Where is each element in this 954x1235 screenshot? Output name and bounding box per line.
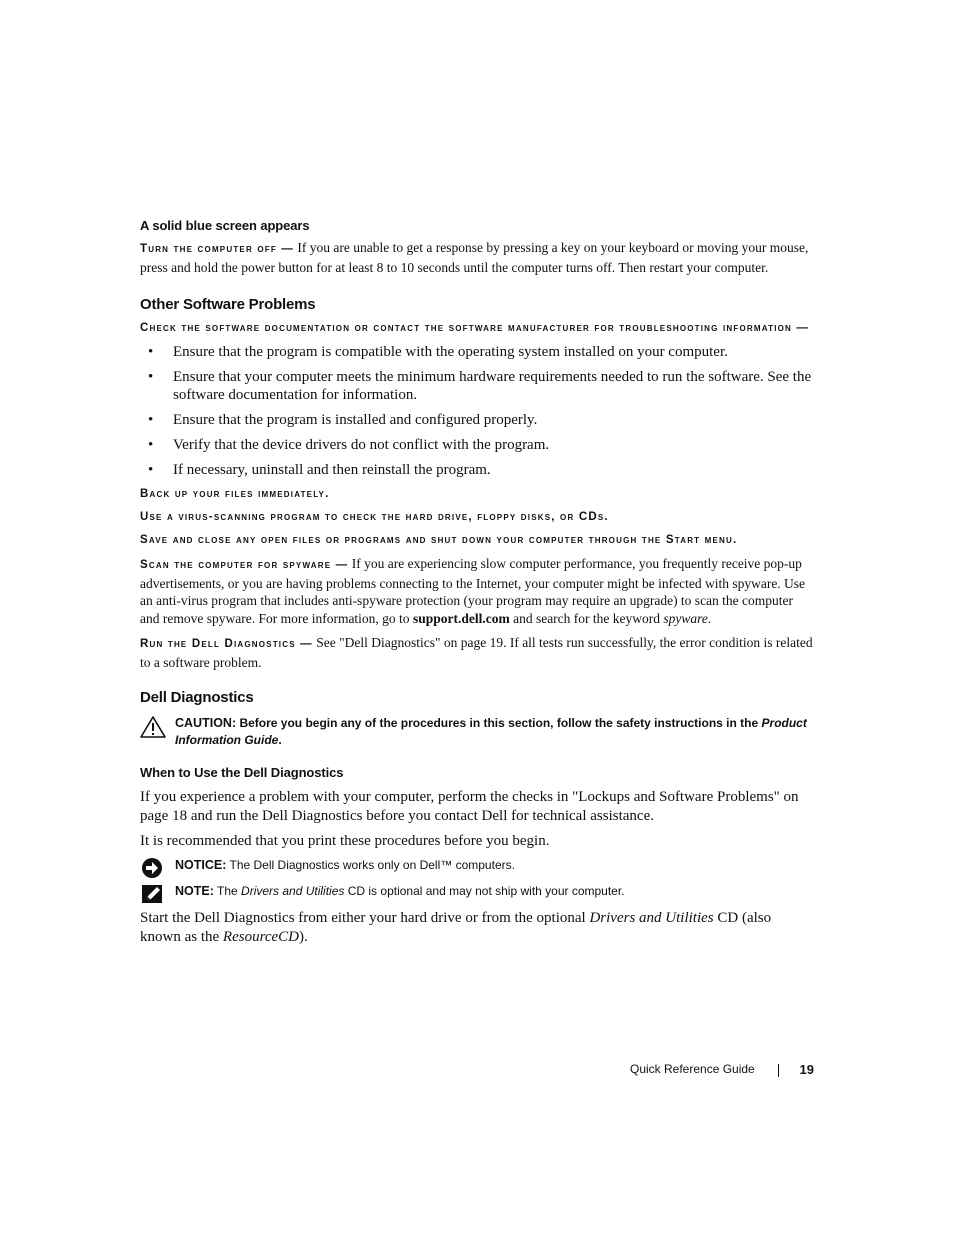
note-pencil-icon: [140, 883, 166, 907]
list-item-text: If necessary, uninstall and then reinstall the program.: [173, 462, 491, 478]
bullet-icon: •: [148, 369, 154, 385]
note-pre: The: [213, 884, 242, 898]
footer-title: Quick Reference Guide: [630, 1062, 755, 1076]
para3-mid: CD (also known as the: [140, 910, 772, 945]
bullet-icon: •: [148, 437, 154, 453]
caution-text: Before you begin any of the procedures in this section, follow the safety instructions in the: [236, 716, 762, 730]
bullet-icon: •: [148, 344, 154, 360]
spyware-text-after: and search for the keyword: [509, 610, 664, 626]
note-block: [140, 883, 814, 905]
spyware-lead: Scan the computer for spyware —: [140, 559, 349, 571]
para3-italic2: ResourceCD: [222, 929, 299, 945]
notice-arrow-icon: [140, 857, 166, 881]
bullet-icon: •: [148, 462, 154, 478]
page-content: [140, 218, 814, 953]
spyware-keyword: spyware: [663, 610, 708, 626]
list-item-text: Verify that the device drivers do not conflict with the program.: [173, 437, 550, 453]
list-item: [140, 343, 814, 361]
spyware-text: If you are experiencing slow computer performance, you frequently receive pop-up advertisements, or you are having problems connecting to the Internet, your computer might be infected with spyware. Use an anti-virus program that includes anti-spyware protection (your program may require an upgrade) to scan the computer and remove spyware. For more information, go to: [140, 556, 806, 626]
list-item: [140, 411, 814, 429]
list-item-text: Ensure that the program is compatible with the operating system installed on your computer.: [173, 344, 728, 360]
product-info-guide: Product Information Guide: [175, 716, 807, 747]
footer-divider: [778, 1064, 779, 1077]
support-link[interactable]: support.dell.com: [412, 610, 510, 626]
note-italic: Drivers and Utilities: [241, 884, 345, 898]
notice-label: NOTICE:: [175, 858, 227, 872]
turn-off-lead: Turn the computer off —: [140, 243, 295, 255]
spyware-end: .: [707, 610, 712, 626]
notice-text: The Dell Diagnostics works only on Dell™ computers.: [226, 858, 515, 872]
turn-off-text: If you are unable to get a response by pressing a key on your keyboard or moving your mouse, press and hold the power button for at least 8 to 10 seconds until the computer turns off. Then restart your computer.: [140, 240, 809, 275]
spyware-paragraph: [140, 555, 814, 627]
para3-end: ).: [299, 929, 308, 945]
para3-italic: Drivers and Utilities: [589, 910, 714, 926]
run-diag-text: See "Dell Diagnostics" on page 19. If all tests run successfully, the error condition is related to a software problem.: [140, 635, 813, 670]
diag-para-1: If you experience a problem with your computer, perform the checks in "Lockups and Software Problems" on page 18 and run the Dell Diagnostics before you contact Dell for technical assistance.: [140, 789, 799, 824]
caution-label: CAUTION:: [175, 716, 237, 730]
list-item: [140, 368, 814, 404]
bullet-icon: •: [148, 412, 154, 428]
save-close-lead: Save and close any open files or programs and shut down your computer through the Start menu.: [140, 534, 738, 546]
software-checklist: [140, 343, 814, 479]
note-label: NOTE:: [175, 884, 214, 898]
dell-diagnostics-heading: Dell Diagnostics: [140, 689, 254, 706]
caution-block: [140, 715, 814, 749]
para3-pre: Start the Dell Diagnostics from either your hard drive or from the optional: [140, 910, 590, 926]
list-item: [140, 461, 814, 479]
blue-screen-heading: A solid blue screen appears: [140, 218, 310, 233]
page-number: 19: [799, 1062, 814, 1077]
when-to-use-heading: When to Use the Dell Diagnostics: [140, 765, 344, 780]
note-post: CD is optional and may not ship with your computer.: [344, 884, 625, 898]
virus-scan-lead: Use a virus-scanning program to check the hard drive, floppy disks, or CDs.: [140, 511, 609, 523]
caution-icon: [140, 715, 166, 739]
list-item-text: Ensure that your computer meets the minimum hardware requirements needed to run the software. See the software documentation for information.: [173, 369, 812, 403]
turn-off-paragraph: [140, 239, 814, 276]
notice-block: [140, 857, 814, 879]
check-docs-lead: Check the software documentation or contact the software manufacturer for troubleshooting information —: [140, 322, 810, 334]
list-item: [140, 436, 814, 454]
diag-para-3: [140, 909, 814, 947]
run-diag-lead: Run the Dell Diagnostics —: [140, 638, 313, 650]
run-diag-paragraph: [140, 634, 814, 671]
caution-end: .: [278, 733, 282, 747]
backup-lead: Back up your files immediately.: [140, 488, 330, 500]
other-software-heading: Other Software Problems: [140, 296, 316, 313]
list-item-text: Ensure that the program is installed and configured properly.: [173, 412, 538, 428]
diag-para-2: It is recommended that you print these procedures before you begin.: [140, 833, 550, 849]
